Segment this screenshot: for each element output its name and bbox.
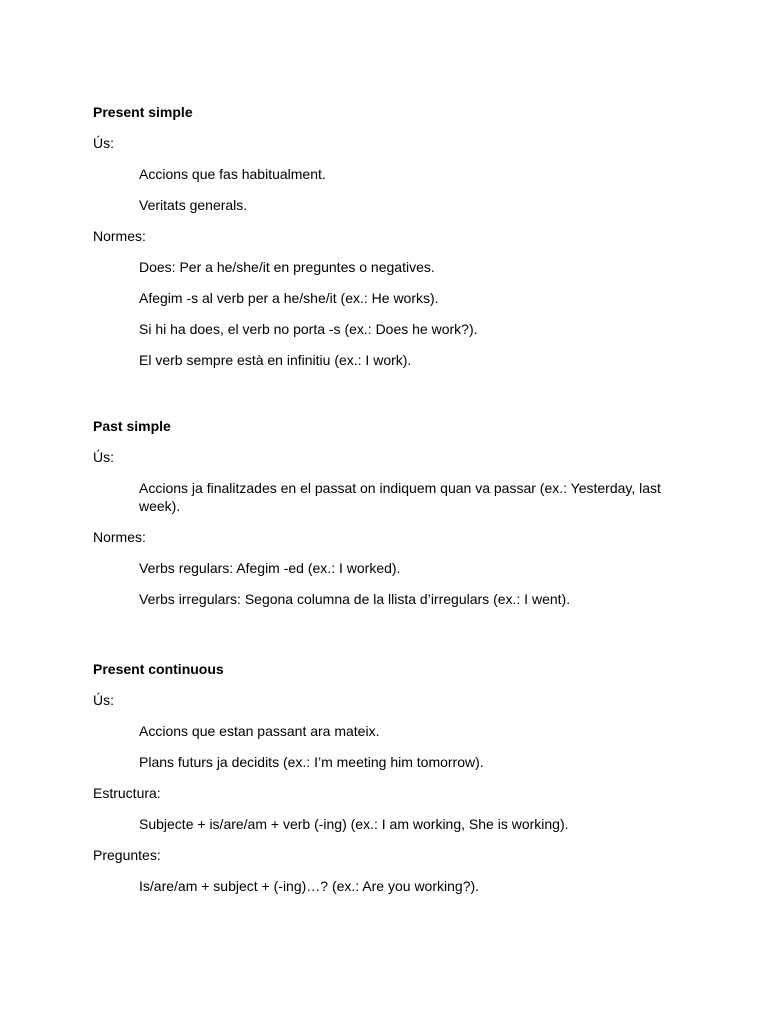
us-label: Ús: <box>93 692 114 708</box>
questions-label: Preguntes: <box>93 847 161 863</box>
list-item: Veritats generals. <box>139 197 248 213</box>
list-item: Is/are/am + subject + (-ing)…? (ex.: Are you working?). <box>139 878 480 894</box>
section-heading: Past simple <box>93 418 171 434</box>
list-item: Plans futurs ja decidits (ex.: I’m meeting him tomorrow). <box>139 754 484 770</box>
list-item: Verbs irregulars: Segona columna de la llista d’irregulars (ex.: I went). <box>139 591 571 607</box>
list-item: Subjecte + is/are/am + verb (-ing) (ex.: I am working, She is working). <box>139 816 569 832</box>
section-present-simple <box>93 103 683 369</box>
rules-label: Normes: <box>93 529 146 545</box>
section-heading: Present continuous <box>93 661 224 677</box>
rules-label: Normes: <box>93 228 146 244</box>
list-item: El verb sempre està en infinitiu (ex.: I work). <box>139 352 412 368</box>
us-label: Ús: <box>93 449 114 465</box>
section-past-simple <box>93 417 683 608</box>
list-item: Accions que estan passant ara mateix. <box>139 723 380 739</box>
list-item: Accions que fas habitualment. <box>139 166 326 182</box>
section-heading: Present simple <box>93 104 193 120</box>
section-present-continuous <box>93 660 683 895</box>
list-item: Does: Per a he/she/it en preguntes o negatives. <box>139 259 435 275</box>
list-item: Afegim -s al verb per a he/she/it (ex.: He works). <box>139 290 439 306</box>
list-item: Accions ja finalitzades en el passat on indiquem quan va passar (ex.: Yesterday, last week). <box>139 480 661 514</box>
structure-label: Estructura: <box>93 785 161 801</box>
us-label: Ús: <box>93 135 114 151</box>
list-item: Si hi ha does, el verb no porta -s (ex.: Does he work?). <box>139 321 478 337</box>
list-item: Verbs regulars: Afegim -ed (ex.: I worked). <box>139 560 401 576</box>
